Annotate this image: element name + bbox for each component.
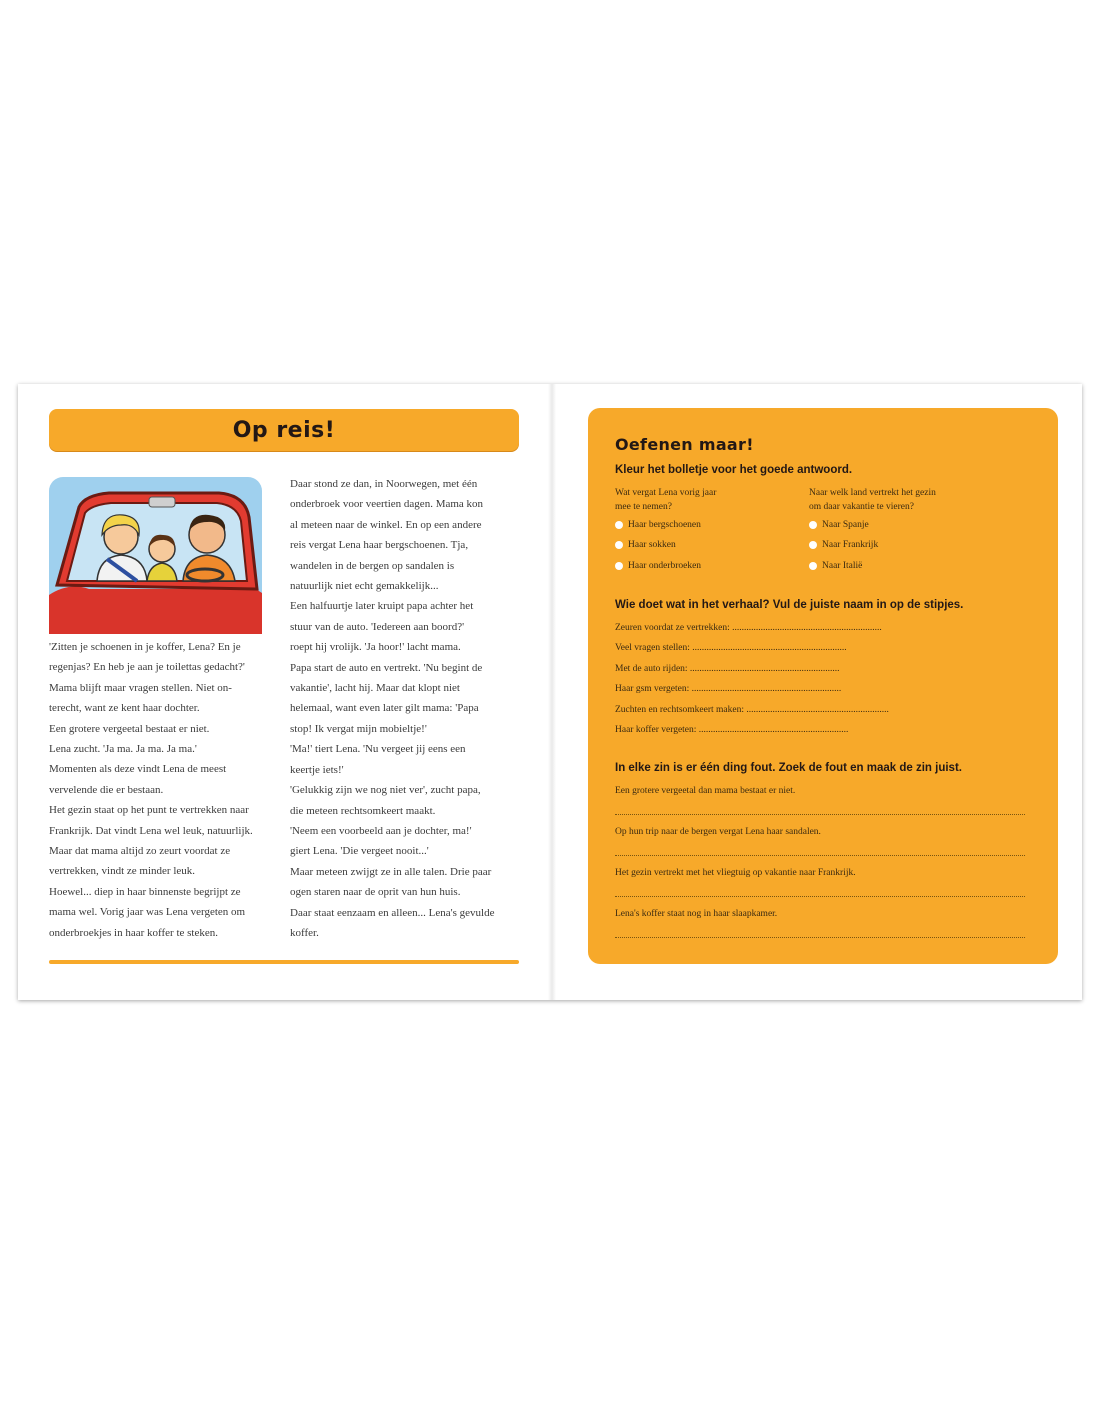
story-title: Op reis!	[232, 417, 336, 443]
story-line: helemaal, want even later gilt mama: 'Papa	[290, 702, 479, 715]
radio-circle-icon[interactable]	[615, 562, 623, 570]
exercise-title: Oefenen maar!	[615, 435, 754, 454]
story-line: Lena zucht. 'Ja ma. Ja ma. Ja ma.'	[49, 743, 197, 756]
story-line: die meteen rechtsomkeert maakt.	[290, 804, 436, 817]
story-line: Daar staat eenzaam en alleen... Lena's gevulde	[290, 906, 495, 919]
fill-in-item[interactable]: Veel vragen stellen: .................................................................	[615, 643, 847, 653]
question-1-line: Wat vergat Lena vorig jaar	[615, 488, 717, 498]
story-line: ogen staren naar de oprit van hun huis.	[290, 886, 461, 899]
section1-instruction: Kleur het bolletje voor het goede antwoord.	[615, 464, 853, 476]
correction-sentence: Lena's koffer staat nog in haar slaapkamer.	[615, 909, 778, 919]
story-line: stuur van de auto. 'Iedereen aan boord?'	[290, 620, 465, 633]
story-line: Maar dat mama altijd zo zeurt voordat ze	[49, 845, 231, 858]
story-line: regenjas? En heb je aan je toilettas gedacht?'	[49, 661, 245, 674]
story-line: Een grotere vergeetal bestaat er niet.	[49, 722, 210, 735]
story-line: al meteen naar de winkel. En op een andere	[290, 518, 482, 531]
section3-instruction: In elke zin is er één ding fout. Zoek de fout en maak de zin juist.	[615, 762, 962, 774]
story-line: roept hij vrolijk. 'Ja hoor!' lacht mama.	[290, 641, 461, 654]
story-line: onderbroek voor veertien dagen. Mama kon	[290, 498, 484, 511]
question-2	[809, 486, 936, 514]
radio-circle-icon[interactable]	[809, 541, 817, 549]
story-line: Frankrijk. Dat vindt Lena wel leuk, natuurlijk.	[49, 824, 253, 837]
answer-line[interactable]	[615, 814, 1025, 815]
exercise-panel	[588, 408, 1058, 964]
story-line: onderbroekjes in haar koffer te steken.	[49, 926, 219, 939]
story-line: vakantie', lacht hij. Maar dat klopt niet	[290, 682, 460, 695]
story-line: terecht, want ze kent haar dochter.	[49, 702, 200, 715]
question-1-line: mee te nemen?	[615, 502, 672, 512]
left-page	[18, 384, 552, 1000]
story-line: 'Ma!' tiert Lena. 'Nu vergeet jij eens een	[290, 743, 466, 756]
fill-in-item[interactable]: Haar gsm vergeten: ...............................................................	[615, 684, 842, 694]
story-line: vertrekken, vindt ze minder leuk.	[49, 865, 196, 878]
story-line: Momenten als deze vindt Lena de meest	[49, 763, 227, 776]
fill-in-item[interactable]: Zeuren voordat ze vertrekken: ...............................................................	[615, 623, 882, 633]
family-in-car-illustration	[49, 477, 262, 634]
answer-label: Haar onderbroeken	[628, 561, 702, 571]
story-line: keertje iets!'	[290, 763, 344, 776]
story-line: stop! Ik vergat mijn mobieltje!'	[290, 722, 427, 735]
fill-in-item[interactable]: Met de auto rijden: ...............................................................	[615, 664, 840, 674]
answer-option[interactable]	[809, 520, 869, 530]
section2-instruction: Wie doet wat in het verhaal? Vul de juiste naam in op de stipjes.	[615, 599, 964, 611]
radio-circle-icon[interactable]	[809, 562, 817, 570]
answer-line[interactable]	[615, 896, 1025, 897]
question-1	[615, 486, 716, 514]
story-line: Het gezin staat op het punt te vertrekken naar	[49, 804, 249, 817]
story-line: wandelen in de bergen op sandalen is	[290, 559, 455, 572]
story-line: Hoewel... diep in haar binnenste begrijpt ze	[49, 885, 241, 898]
story-line: Een halfuurtje later kruipt papa achter het	[290, 600, 474, 613]
radio-circle-icon[interactable]	[615, 521, 623, 529]
correction-sentence: Op hun trip naar de bergen vergat Lena haar sandalen.	[615, 827, 821, 837]
answer-label: Haar sokken	[628, 540, 676, 550]
story-text-column-1	[49, 637, 284, 943]
answer-option[interactable]	[809, 561, 862, 571]
story-line: mama wel. Vorig jaar was Lena vergeten om	[49, 906, 246, 919]
question-2-line: om daar vakantie te vieren?	[809, 502, 914, 512]
story-text-column-2	[290, 474, 525, 943]
correction-sentence: Het gezin vertrekt met het vliegtuig op vakantie naar Frankrijk.	[615, 868, 856, 878]
story-line: 'Neem een voorbeeld aan je dochter, ma!'	[290, 824, 472, 837]
answer-label: Naar Italië	[822, 561, 863, 571]
story-line: vervelende die er bestaan.	[49, 783, 164, 796]
bottom-divider	[49, 960, 519, 964]
radio-circle-icon[interactable]	[809, 521, 817, 529]
story-title-bar	[49, 409, 519, 451]
answer-option[interactable]	[809, 540, 878, 550]
answer-option[interactable]	[615, 540, 676, 550]
radio-circle-icon[interactable]	[615, 541, 623, 549]
story-line: Daar stond ze dan, in Noorwegen, met één	[290, 478, 478, 490]
answer-label: Haar bergschoenen	[628, 520, 701, 530]
correction-sentence: Een grotere vergeetal dan mama bestaat er niet.	[615, 786, 796, 796]
answer-label: Naar Spanje	[822, 520, 869, 530]
story-line: reis vergat Lena haar bergschoenen. Tja,	[290, 539, 469, 552]
fill-in-item[interactable]: Haar koffer vergeten: ...............................................................	[615, 725, 849, 735]
story-line: 'Zitten je schoenen in je koffer, Lena? En je	[49, 641, 241, 653]
story-line: koffer.	[290, 926, 319, 939]
book-gutter	[548, 384, 556, 1000]
answer-label: Naar Frankrijk	[822, 540, 879, 550]
answer-line[interactable]	[615, 937, 1025, 938]
answer-line[interactable]	[615, 855, 1025, 856]
answer-option[interactable]	[615, 520, 701, 530]
story-line: 'Gelukkig zijn we nog niet ver', zucht papa,	[290, 784, 481, 797]
question-2-line: Naar welk land vertrekt het gezin	[809, 488, 936, 498]
story-line: Papa start de auto en vertrekt. 'Nu begint de	[290, 661, 483, 674]
story-line: Maar meteen zwijgt ze in alle talen. Drie paar	[290, 865, 492, 878]
answer-option[interactable]	[615, 561, 701, 571]
story-line: giert Lena. 'Die vergeet nooit...'	[290, 845, 429, 858]
story-line: Mama blijft maar vragen stellen. Niet on-	[49, 681, 232, 694]
book-spread	[18, 384, 1082, 1000]
fill-in-item[interactable]: Zuchten en rechtsomkeert maken: ............................................................	[615, 705, 889, 715]
story-line: natuurlijk niet echt gemakkelijk...	[290, 580, 439, 593]
